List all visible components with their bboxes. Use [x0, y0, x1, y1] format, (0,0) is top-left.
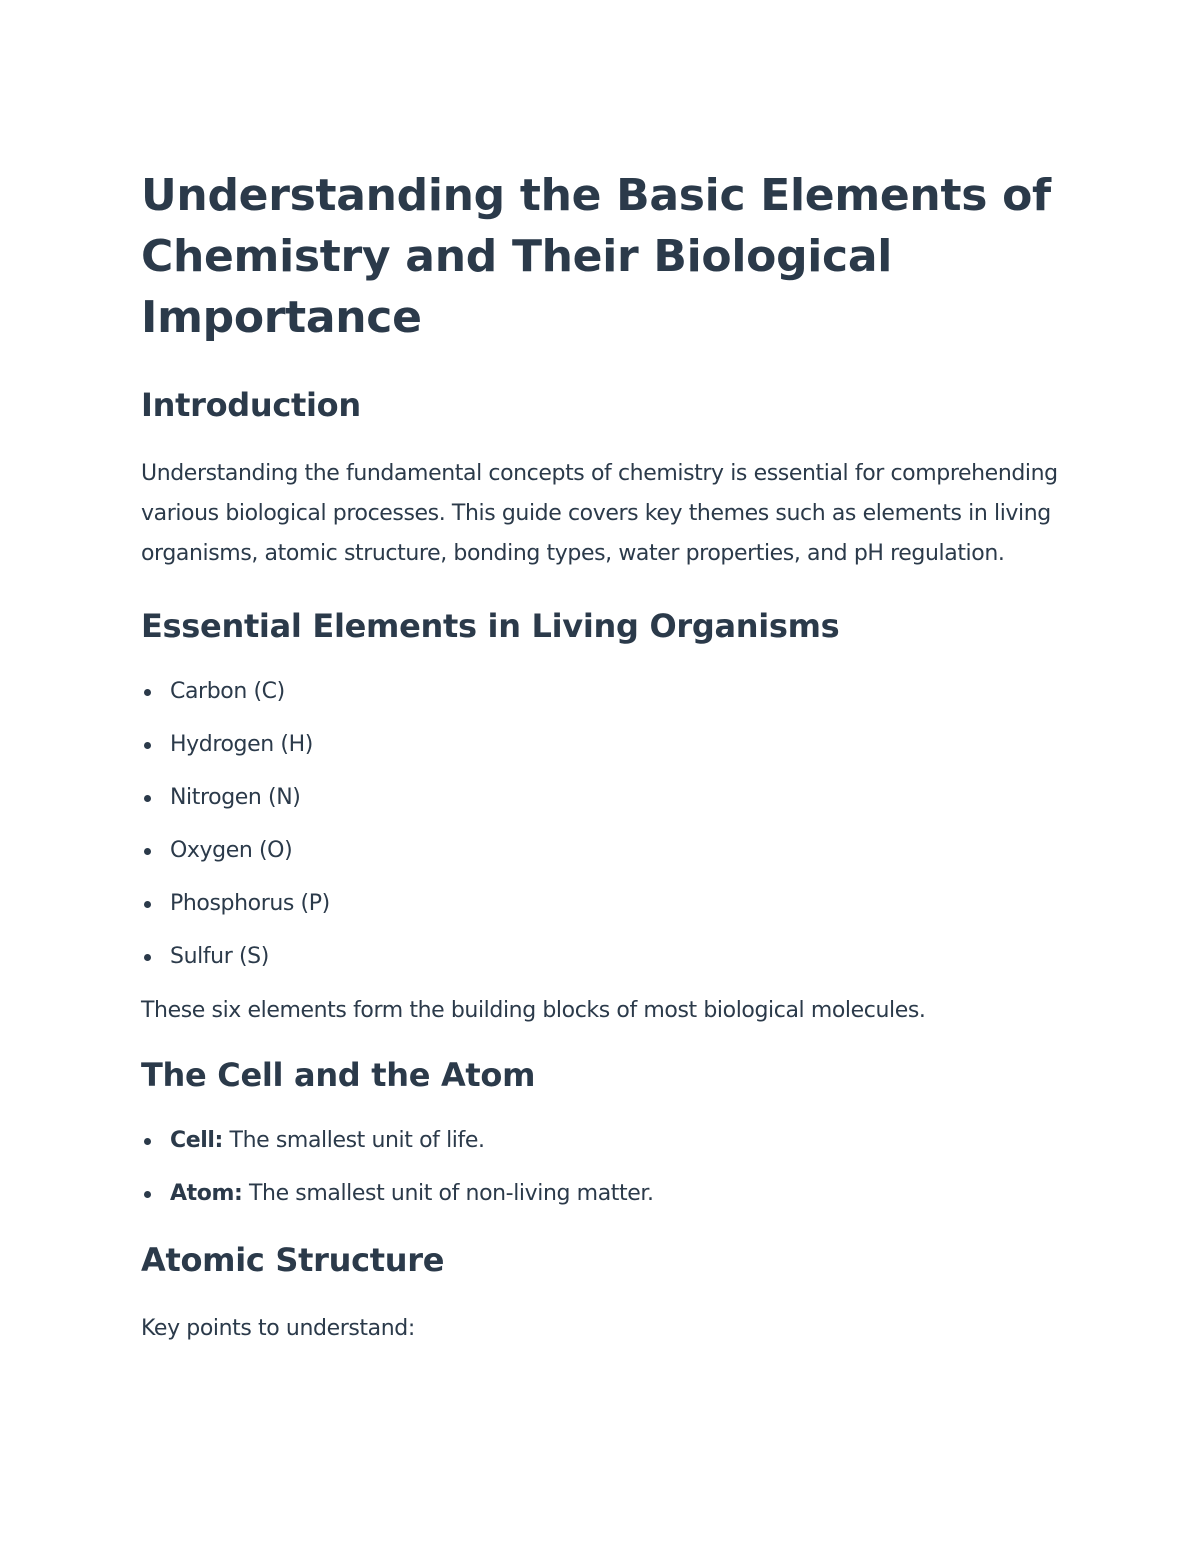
document-title: Understanding the Basic Elements of Chemistry and Their Biological Importance — [141, 170, 1051, 343]
list-item-text: Oxygen (O) — [170, 838, 293, 863]
essential-elements-note: These six elements form the building blocks of most biological molecules. — [141, 998, 926, 1023]
essential-elements-list — [141, 676, 1061, 973]
list-item — [141, 941, 1061, 973]
list-item — [141, 835, 1061, 867]
bullet-dot-icon — [144, 742, 151, 749]
bullet-dot-icon — [144, 689, 151, 696]
list-item-text: Phosphorus (P) — [170, 891, 330, 916]
list-item-text: Sulfur (S) — [170, 944, 269, 969]
definition-term: Atom: — [170, 1181, 243, 1206]
list-item — [141, 888, 1061, 920]
bullet-dot-icon — [144, 795, 151, 802]
section-heading-introduction: Introduction — [141, 386, 361, 424]
introduction-paragraph: Understanding the fundamental concepts of chemistry is essential for comprehending various biological processes. This guide covers key themes such as elements in living organisms, atomic structure, bonding types, water properties, and pH regulation. — [141, 461, 1058, 566]
list-item — [141, 1125, 1061, 1157]
bullet-dot-icon — [144, 954, 151, 961]
list-item-text: Carbon (C) — [170, 679, 285, 704]
bullet-dot-icon — [144, 901, 151, 908]
bullet-dot-icon — [144, 1138, 151, 1145]
list-item — [141, 729, 1061, 761]
list-item — [141, 1178, 1061, 1210]
section-heading-essential-elements: Essential Elements in Living Organisms — [141, 607, 840, 645]
list-item — [141, 676, 1061, 708]
list-item-text: Hydrogen (H) — [170, 732, 313, 757]
list-item-text: Nitrogen (N) — [170, 785, 301, 810]
list-item — [141, 782, 1061, 814]
definition-text: The smallest unit of non-living matter. — [242, 1181, 654, 1206]
section-heading-atomic-structure: Atomic Structure — [141, 1241, 445, 1279]
bullet-dot-icon — [144, 848, 151, 855]
bullet-dot-icon — [144, 1191, 151, 1198]
document-page — [141, 165, 1061, 1349]
atomic-structure-paragraph: Key points to understand: — [141, 1316, 415, 1341]
definition-term: Cell: — [170, 1128, 223, 1153]
section-heading-cell-and-atom: The Cell and the Atom — [141, 1056, 536, 1094]
cell-and-atom-list — [141, 1125, 1061, 1210]
definition-text: The smallest unit of life. — [222, 1128, 485, 1153]
